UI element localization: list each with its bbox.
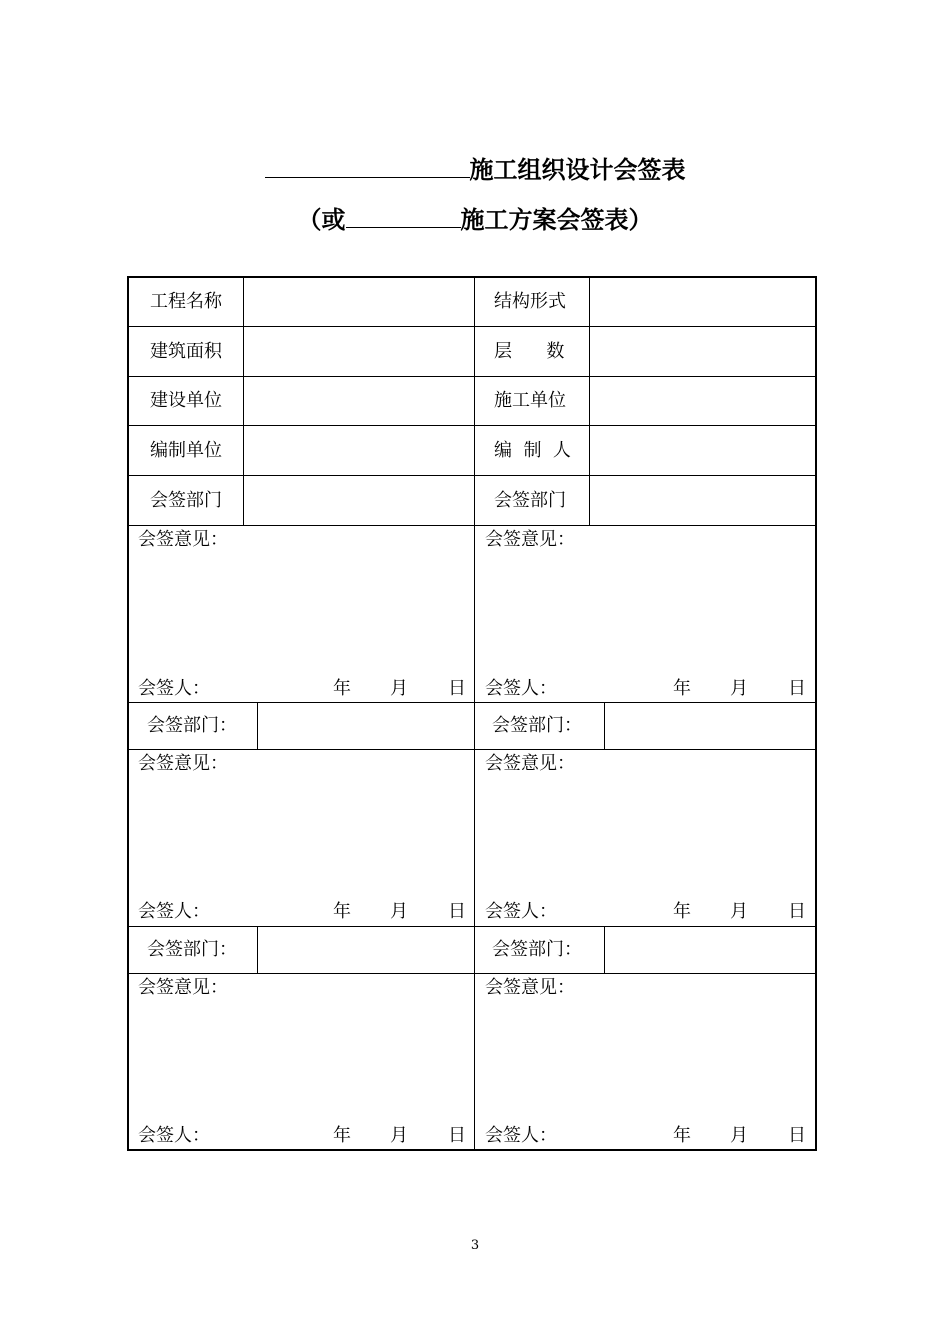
opinion-field[interactable]	[130, 552, 472, 672]
floor-count-label: 层 数	[494, 341, 565, 362]
opinion-field[interactable]	[130, 776, 472, 896]
day-label: 日	[788, 678, 806, 699]
compiler-field[interactable]	[591, 427, 815, 474]
signoff-dept-label: 会签部门：	[147, 715, 237, 736]
signoff-dept-field[interactable]	[259, 704, 473, 748]
signer-label: 会签人：	[138, 678, 210, 699]
opinion-field[interactable]	[477, 552, 815, 672]
row-divider	[127, 749, 817, 750]
month-label: 月	[730, 901, 748, 922]
signer-label: 会签人：	[485, 1125, 557, 1146]
month-label: 月	[390, 1125, 408, 1146]
column-divider	[243, 276, 244, 525]
signoff-dept-field[interactable]	[245, 477, 473, 524]
opinion-label: 会签意见：	[138, 753, 228, 774]
day-label: 日	[788, 1125, 806, 1146]
row-divider	[127, 475, 817, 476]
scheme-name-blank[interactable]	[346, 203, 461, 228]
structure-type-field[interactable]	[591, 278, 815, 325]
contractor-unit-field[interactable]	[591, 378, 815, 424]
signoff-dept-label: 会签部门：	[147, 939, 237, 960]
month-label: 月	[390, 901, 408, 922]
column-divider	[589, 276, 590, 525]
opinion-label: 会签意见：	[138, 977, 228, 998]
project-name-label: 工程名称	[150, 291, 222, 312]
column-divider	[257, 926, 258, 973]
contractor-unit-label: 施工单位	[494, 390, 566, 411]
floor-count-field[interactable]	[591, 328, 815, 375]
building-area-field[interactable]	[245, 328, 473, 375]
opinion-field[interactable]	[477, 776, 815, 896]
compiling-unit-field[interactable]	[245, 427, 473, 474]
compiler-label: 编 制 人	[494, 440, 571, 461]
form-subtitle: （或 施工方案会签表）	[0, 200, 950, 240]
column-divider	[474, 276, 475, 1151]
row-divider	[127, 525, 817, 526]
day-label: 日	[448, 1125, 466, 1146]
year-label: 年	[673, 901, 691, 922]
signoff-dept-label: 会签部门	[150, 490, 222, 511]
building-area-label: 建筑面积	[150, 341, 222, 362]
year-label: 年	[673, 1125, 691, 1146]
row-divider	[127, 425, 817, 426]
signoff-dept-field[interactable]	[606, 928, 815, 972]
month-label: 月	[730, 678, 748, 699]
opinion-field[interactable]	[130, 1000, 472, 1120]
opinion-label: 会签意见：	[138, 529, 228, 550]
year-label: 年	[673, 678, 691, 699]
opinion-label: 会签意见：	[485, 753, 575, 774]
opinion-label: 会签意见：	[485, 529, 575, 550]
signer-label: 会签人：	[485, 901, 557, 922]
compiling-unit-label: 编制单位	[150, 440, 222, 461]
signer-label: 会签人：	[138, 1125, 210, 1146]
owner-unit-field[interactable]	[245, 378, 473, 424]
month-label: 月	[730, 1125, 748, 1146]
row-divider	[127, 326, 817, 327]
row-divider	[127, 376, 817, 377]
day-label: 日	[448, 678, 466, 699]
signoff-dept-field[interactable]	[606, 704, 815, 748]
project-name-field[interactable]	[245, 278, 473, 325]
owner-unit-label: 建设单位	[150, 390, 222, 411]
page-number: 3	[470, 1238, 480, 1253]
signoff-dept-label: 会签部门：	[492, 715, 582, 736]
year-label: 年	[333, 678, 351, 699]
column-divider	[604, 702, 605, 749]
project-name-blank[interactable]	[265, 153, 470, 178]
signer-label: 会签人：	[138, 901, 210, 922]
year-label: 年	[333, 1125, 351, 1146]
signoff-dept-field[interactable]	[591, 477, 815, 524]
signoff-dept-label: 会签部门：	[492, 939, 582, 960]
structure-type-label: 结构形式	[494, 291, 566, 312]
year-label: 年	[333, 901, 351, 922]
row-divider	[127, 702, 817, 703]
row-divider	[127, 973, 817, 974]
form-title: 施工组织设计会签表	[0, 150, 950, 190]
signoff-dept-field[interactable]	[259, 928, 473, 972]
column-divider	[257, 702, 258, 749]
signer-label: 会签人：	[485, 678, 557, 699]
day-label: 日	[448, 901, 466, 922]
opinion-label: 会签意见：	[485, 977, 575, 998]
row-divider	[127, 926, 817, 927]
day-label: 日	[788, 901, 806, 922]
signoff-dept-label: 会签部门	[494, 490, 566, 511]
month-label: 月	[390, 678, 408, 699]
opinion-field[interactable]	[477, 1000, 815, 1120]
column-divider	[604, 926, 605, 973]
